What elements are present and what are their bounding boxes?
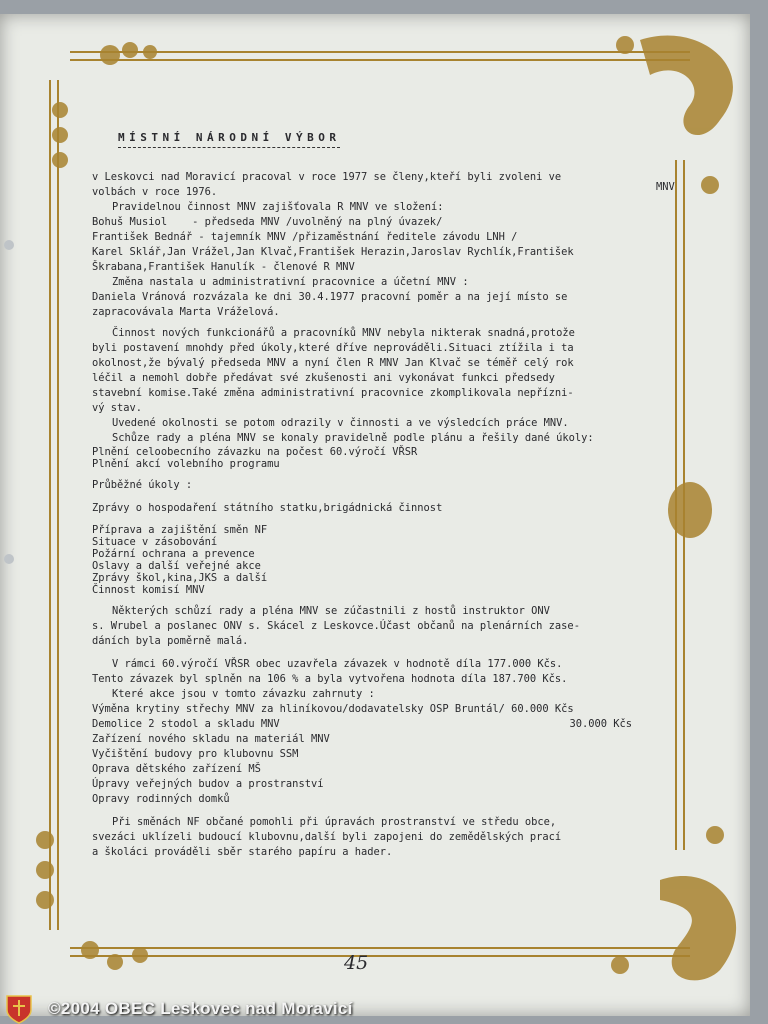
text-line: Zprávy škol,kina,JKS a další [92, 572, 268, 584]
text-line: Požární ochrana a prevence [92, 548, 255, 560]
text-line: v Leskovci nad Moravicí pracoval v roce 1977 se členy,kteří byli zvoleni ve [92, 171, 562, 183]
text-line: V rámci 60.výročí VŘSR obec uzavřela závazek v hodnotě díla 177.000 Kčs. [112, 658, 563, 670]
text-line: Situace v zásobování [92, 536, 218, 548]
text-line: Průběžné úkoly : [92, 479, 193, 491]
text-line: Schůze rady a pléna MNV se konaly pravidelně podle plánu a řešily dané úkoly: [112, 432, 594, 444]
text-line: Výměna krytiny střechy MNV za hliníkovou/dodavatelsky OSP Bruntál/ 60.000 Kčs [92, 703, 574, 715]
text-line: Při směnách NF občané pomohli při úpravách prostranství ve středu obce, [112, 816, 557, 828]
text-line: Škrabana,František Hanulík - členové R MNV [92, 261, 355, 273]
text-line: Plnění celoobecního závazku na počest 60.výročí VŘSR [92, 446, 418, 458]
text-line: Daniela Vránová rozvázala ke dni 30.4.1977 pracovní poměr a na její místo se [92, 291, 568, 303]
text-line: byli postavení mnohdy před úkoly,které dříve neprováděli.Situaci ztížila i ta [92, 342, 574, 354]
text-line: Činnost komisí MNV [92, 584, 205, 596]
text-line: Oprava dětského zařízení MŠ [92, 763, 261, 775]
text-line: vý stav. [92, 402, 143, 414]
text-line: Změna nastala u administrativní pracovnice a účetní MNV : [112, 276, 469, 288]
text-line: Zařízení nového skladu na materiál MNV [92, 733, 330, 745]
text-line: Zprávy o hospodaření státního statku,brigádnická činnost [92, 502, 443, 514]
text-line: Některých schůzí rady a pléna MNV se zúčastnili z hostů instruktor ONV [112, 605, 550, 617]
text-line: Bohuš Musiol - předseda MNV /uvolněný na plný úvazek/ [92, 216, 443, 228]
punch-hole [4, 554, 14, 564]
coat-of-arms-icon [4, 994, 34, 1024]
text-line: dáních byla poměrně malá. [92, 635, 249, 647]
text-line: zapracovávala Marta Vráželová. [92, 306, 280, 318]
footer-watermark [0, 994, 768, 1024]
text-line: s. Wrubel a poslanec ONV s. Skácel z Leskovce.Účast občanů na plenárních zase- [92, 620, 580, 632]
text-line: Demolice 2 stodol a skladu MNV 30.000 Kčs [92, 718, 632, 730]
text-line: svezáci uklízeli budoucí klubovnu,další byli zapojeni do zemědělských prací [92, 831, 562, 843]
text-line: Plnění akcí volebního programu [92, 458, 280, 470]
document-title: MÍSTNÍ NÁRODNÍ VÝBOR [118, 130, 340, 148]
text-line: volbách v roce 1976. [92, 186, 218, 198]
punch-hole [4, 240, 14, 250]
margin-note: MNV [656, 181, 675, 193]
copyright-text: ©2004 OBEC Leskovec nad Moravicí [48, 999, 353, 1018]
text-line: Uvedené okolnosti se potom odrazily v činnosti a ve výsledcích práce MNV. [112, 417, 569, 429]
text-line: František Bednář - tajemník MNV /přizaměstnání ředitele závodu LNH / [92, 231, 518, 243]
text-line: Činnost nových funkcionářů a pracovníků MNV nebyla nikterak snadná,protože [112, 327, 575, 339]
text-line: Pravidelnou činnost MNV zajišťovala R MNV ve složení: [112, 201, 444, 213]
text-line: léčil a nemohl dobře předávat své zkušenosti ani vykonávat funkci předsedy [92, 372, 555, 384]
text-line: Vyčištění budovy pro klubovnu SSM [92, 748, 299, 760]
text-line: Opravy rodinných domků [92, 793, 230, 805]
text-line: Příprava a zajištění směn NF [92, 524, 268, 536]
text-line: Úpravy veřejných budov a prostranství [92, 778, 324, 790]
text-line: stavební komise.Také změna administrativní pracovnice zkomplikovala nepřízni- [92, 387, 574, 399]
text-line: Tento závazek byl splněn na 106 % a byla vytvořena hodnota díla 187.700 Kčs. [92, 673, 568, 685]
text-line: Karel Sklář,Jan Vrážel,Jan Klvač,František Herazin,Jaroslav Rychlík,František [92, 246, 574, 258]
page-number: 45 [344, 952, 369, 974]
text-line: okolnost,že bývalý předseda MNV a nyní člen R MNV Jan Klvač se téměř celý rok [92, 357, 574, 369]
text-line: Oslavy a další veřejné akce [92, 560, 261, 572]
text-line: a školáci prováděli sběr starého papíru a hader. [92, 846, 393, 858]
text-line: Které akce jsou v tomto závazku zahrnuty : [112, 688, 375, 700]
document-body [92, 130, 632, 860]
